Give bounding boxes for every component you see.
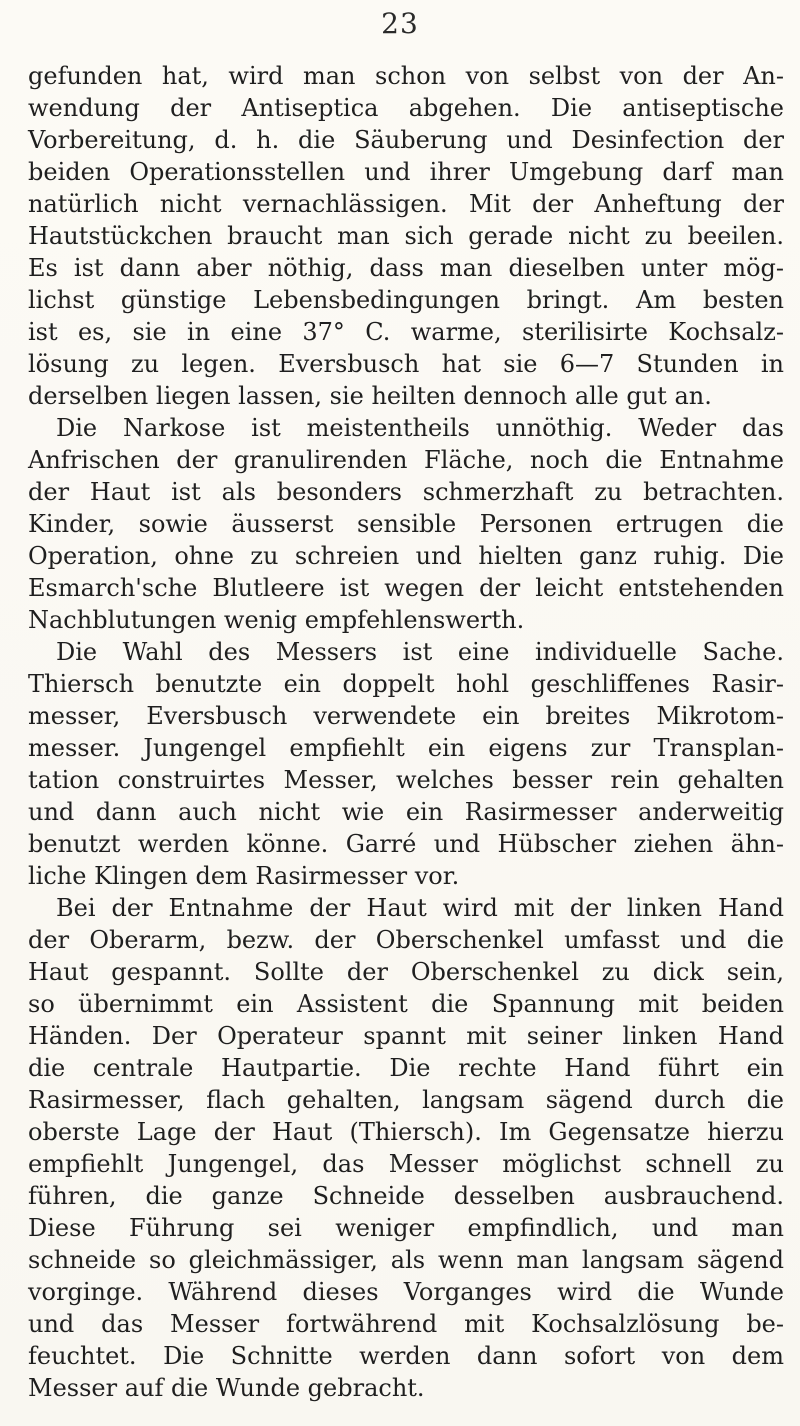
text-line: Bei der Entnahme der Haut wird mit der linken Hand xyxy=(56,894,784,922)
text-line: Nachblutungen wenig empfehlenswerth. xyxy=(28,606,525,634)
page-number: 23 xyxy=(381,7,419,40)
text-line: Anfrischen der granulirenden Fläche, noch die Entnahme xyxy=(28,446,784,474)
text-line: messer, Eversbusch verwendete ein breites Mikrotom- xyxy=(28,702,784,730)
text-line: Haut gespannt. Sollte der Oberschenkel zu dick sein, xyxy=(28,958,784,986)
text-line: derselben liegen lassen, sie heilten dennoch alle gut an. xyxy=(28,382,712,410)
text-line: Esmarch'sche Blutleere ist wegen der leicht entstehenden xyxy=(28,574,784,602)
body-text xyxy=(28,60,784,1404)
text-line: liche Klingen dem Rasirmesser vor. xyxy=(28,862,460,890)
text-line: gefunden hat, wird man schon von selbst von der An- xyxy=(28,62,784,90)
text-line: Messer auf die Wunde gebracht. xyxy=(28,1374,425,1402)
text-line: benutzt werden könne. Garré und Hübscher ziehen ähn- xyxy=(28,830,784,858)
text-line: Die Narkose ist meistentheils unnöthig. Weder das xyxy=(56,414,784,442)
text-line: Händen. Der Operateur spannt mit seiner linken Hand xyxy=(28,1022,784,1050)
text-line: so übernimmt ein Assistent die Spannung mit beiden xyxy=(28,990,784,1018)
text-line: natürlich nicht vernachlässigen. Mit der Anheftung der xyxy=(28,190,784,218)
text-line: der Haut ist als besonders schmerzhaft zu betrachten. xyxy=(28,478,784,506)
text-line: und dann auch nicht wie ein Rasirmesser anderweitig xyxy=(28,798,784,826)
text-line: beiden Operationsstellen und ihrer Umgebung darf man xyxy=(28,158,784,186)
text-line: ist es, sie in eine 37° C. warme, sterilisirte Kochsalz- xyxy=(28,318,784,346)
text-line: lösung zu legen. Eversbusch hat sie 6—7 Stunden in xyxy=(28,350,784,378)
text-line: Rasirmesser, flach gehalten, langsam sägend durch die xyxy=(28,1086,784,1114)
text-line: Hautstückchen braucht man sich gerade nicht zu beeilen. xyxy=(28,222,784,250)
text-line: tation construirtes Messer, welches besser rein gehalten xyxy=(28,766,784,794)
text-line: Diese Führung sei weniger empfindlich, und man xyxy=(28,1214,784,1242)
text-line: die centrale Hautpartie. Die rechte Hand führt ein xyxy=(28,1054,784,1082)
text-line: der Oberarm, bezw. der Oberschenkel umfasst und die xyxy=(28,926,784,954)
text-line: wendung der Antiseptica abgehen. Die antiseptische xyxy=(28,94,784,122)
text-line: Kinder, sowie äusserst sensible Personen ertrugen die xyxy=(28,510,784,538)
text-line: Vorbereitung, d. h. die Säuberung und Desinfection der xyxy=(28,126,784,154)
text-line: Thiersch benutzte ein doppelt hohl geschliffenes Rasir- xyxy=(28,670,784,698)
text-line: feuchtet. Die Schnitte werden dann sofort von dem xyxy=(28,1342,784,1370)
text-line: Operation, ohne zu schreien und hielten ganz ruhig. Die xyxy=(28,542,784,570)
text-line: schneide so gleichmässiger, als wenn man langsam sägend xyxy=(28,1246,784,1274)
text-line: Es ist dann aber nöthig, dass man dieselben unter mög- xyxy=(28,254,784,282)
text-line: Die Wahl des Messers ist eine individuelle Sache. xyxy=(56,638,784,666)
text-line: und das Messer fortwährend mit Kochsalzlösung be- xyxy=(28,1310,784,1338)
text-line: lichst günstige Lebensbedingungen bringt. Am besten xyxy=(28,286,784,314)
text-line: oberste Lage der Haut (Thiersch). Im Gegensatze hierzu xyxy=(28,1118,784,1146)
text-line: führen, die ganze Schneide desselben ausbrauchend. xyxy=(28,1182,784,1210)
text-line: empfiehlt Jungengel, das Messer möglichst schnell zu xyxy=(28,1150,784,1178)
text-line: vorginge. Während dieses Vorganges wird die Wunde xyxy=(28,1278,784,1306)
text-line: messer. Jungengel empfiehlt ein eigens zur Transplan- xyxy=(28,734,784,762)
